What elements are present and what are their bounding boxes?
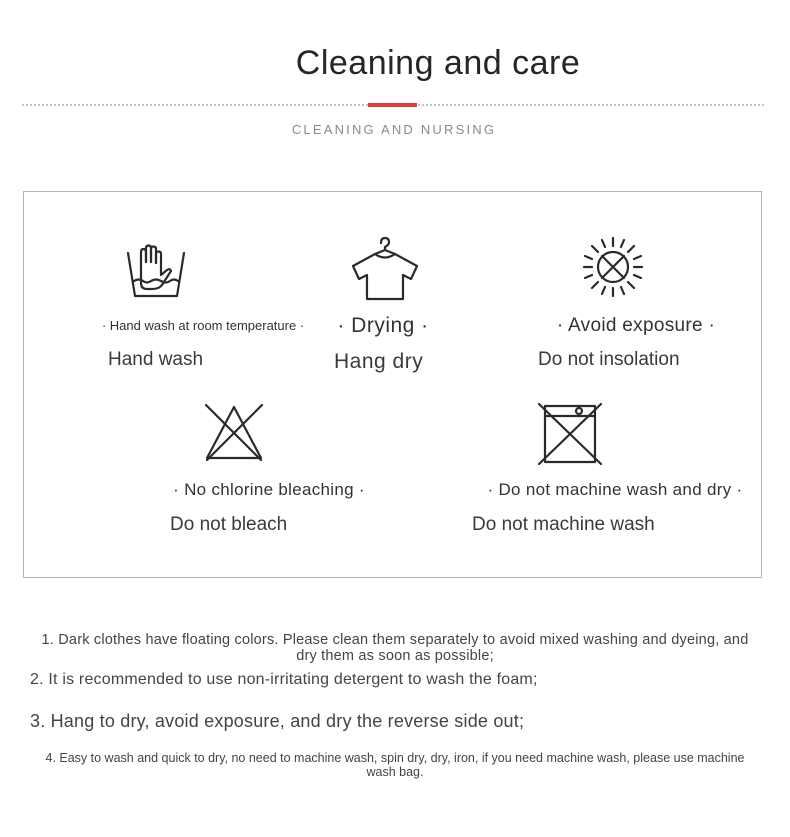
drying-label: · Drying ·	[337, 314, 429, 337]
page-title: Cleaning and care	[295, 44, 581, 82]
do-not-machine-wash-caption: Do not machine wash	[472, 514, 655, 535]
note-3: 3. Hang to dry, avoid exposure, and dry the reverse side out;	[30, 711, 525, 731]
hand-wash-caption: Hand wash	[108, 349, 204, 370]
do-not-insolation-caption: Do not insolation	[538, 349, 680, 370]
no-machine-wash-dry-label: · Do not machine wash and dry ·	[487, 480, 743, 499]
sun-crossed-icon	[580, 236, 646, 298]
no-machine-wash-icon	[538, 403, 602, 465]
hang-dry-caption: Hang dry	[334, 350, 424, 373]
hand-wash-label: · Hand wash at room temperature ·	[101, 318, 305, 333]
do-not-bleach-caption: Do not bleach	[170, 514, 288, 535]
note-1-line-2: dry them as soon as possible;	[296, 648, 494, 664]
accent-bar	[368, 103, 417, 107]
hand-wash-icon	[126, 245, 186, 299]
note-4-line-1: 4. Easy to wash and quick to dry, no need to machine wash, spin dry, dry, iron, if you need machine wash, please use machine	[45, 751, 745, 765]
note-2: 2. It is recommended to use non-irritating detergent to wash the foam;	[30, 671, 538, 688]
no-chlorine-label: · No chlorine bleaching ·	[173, 480, 365, 499]
note-4-line-2: wash bag.	[366, 765, 424, 779]
page-subtitle: CLEANING AND NURSING	[291, 122, 497, 137]
hang-dry-icon	[350, 236, 420, 302]
no-bleach-icon	[204, 403, 264, 461]
note-1-line-1: 1. Dark clothes have floating colors. Please clean them separately to avoid mixed washing and dyeing, and	[41, 632, 749, 648]
avoid-exposure-label: · Avoid exposure ·	[556, 315, 716, 336]
